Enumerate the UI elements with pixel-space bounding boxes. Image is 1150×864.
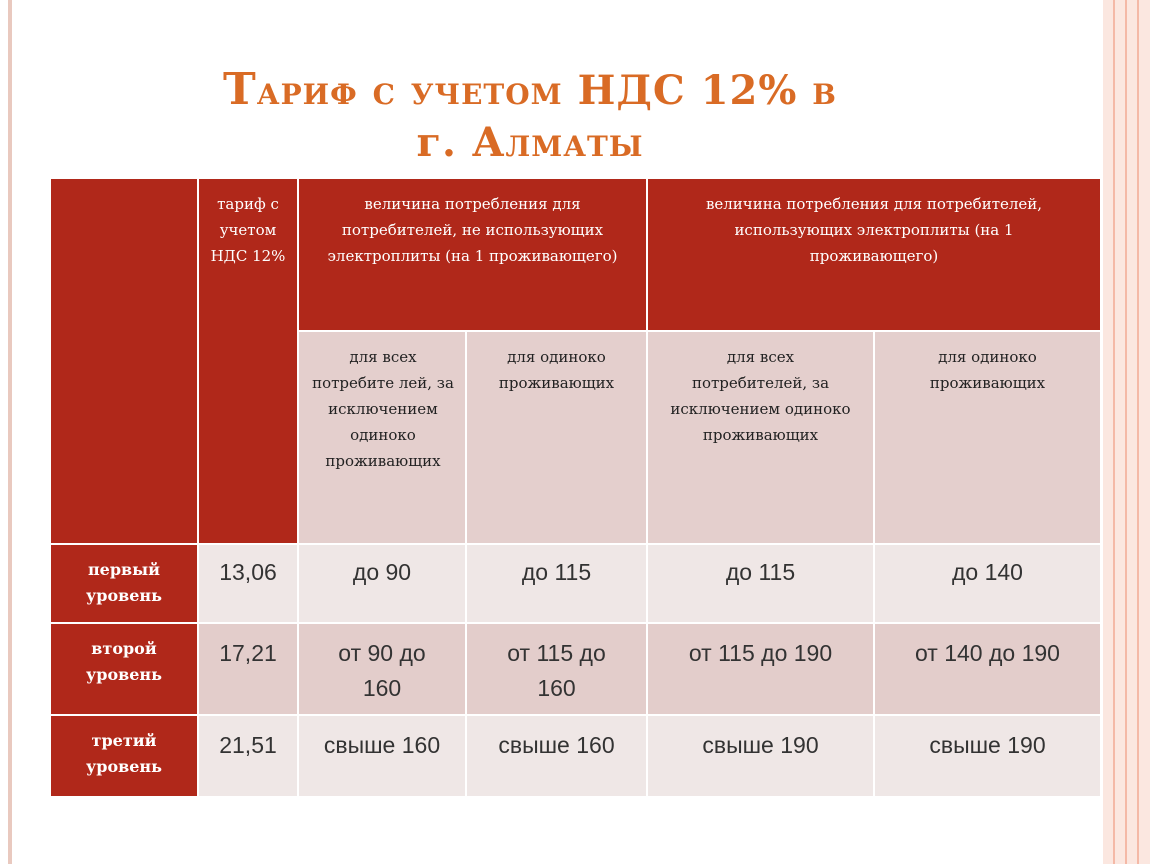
title-cap-2: г. А [416, 119, 506, 166]
row-2-tariff: 17,21 [199, 624, 297, 714]
row-2-v1: от 90 до 160 [299, 624, 465, 714]
header-corner [51, 179, 197, 543]
header-group-stove: величина потребления для потребителей, использующих электроплиты (на 1 проживающего) [648, 179, 1100, 330]
row-label-1: первый уровень [51, 545, 197, 622]
row-2-v2: от 115 до 160 [467, 624, 646, 714]
page-title [150, 64, 910, 169]
row-3-v1: свыше 160 [299, 716, 465, 796]
header-group-no-stove: величина потребления для потребителей, не использующих электроплиты (на 1 проживающего) [299, 179, 646, 330]
row-2-v3: от 115 до 190 [648, 624, 873, 714]
row-3-v2: свыше 160 [467, 716, 646, 796]
title-text-1: ариф с учетом НДС 12% в [256, 67, 837, 114]
row-1-v2: до 115 [467, 545, 646, 622]
subheader-all-no-stove: для всех потребите лей, за исключением одиноко проживающих [299, 332, 465, 543]
row-2-v4: от 140 до 190 [875, 624, 1100, 714]
subheader-single-no-stove: для одиноко проживающих [467, 332, 646, 543]
row-1-v1: до 90 [299, 545, 465, 622]
row-1-v4: до 140 [875, 545, 1100, 622]
row-3-v4: свыше 190 [875, 716, 1100, 796]
header-tariff: тариф с учетом НДС 12% [199, 179, 297, 543]
row-1-v3: до 115 [648, 545, 873, 622]
slide-left-border [8, 0, 12, 864]
subheader-single-stove: для одиноко проживающих [875, 332, 1100, 543]
title-cap-1: Т [223, 64, 257, 115]
row-1-tariff: 13,06 [199, 545, 297, 622]
slide-right-border [1103, 0, 1150, 864]
row-label-2: второй уровень [51, 624, 197, 714]
row-3-tariff: 21,51 [199, 716, 297, 796]
row-3-v3: свыше 190 [648, 716, 873, 796]
subheader-all-stove: для всех потребителей, за исключением одиноко проживающих [648, 332, 873, 543]
title-text-2: лматы [505, 119, 644, 166]
row-label-3: третий уровень [51, 716, 197, 796]
